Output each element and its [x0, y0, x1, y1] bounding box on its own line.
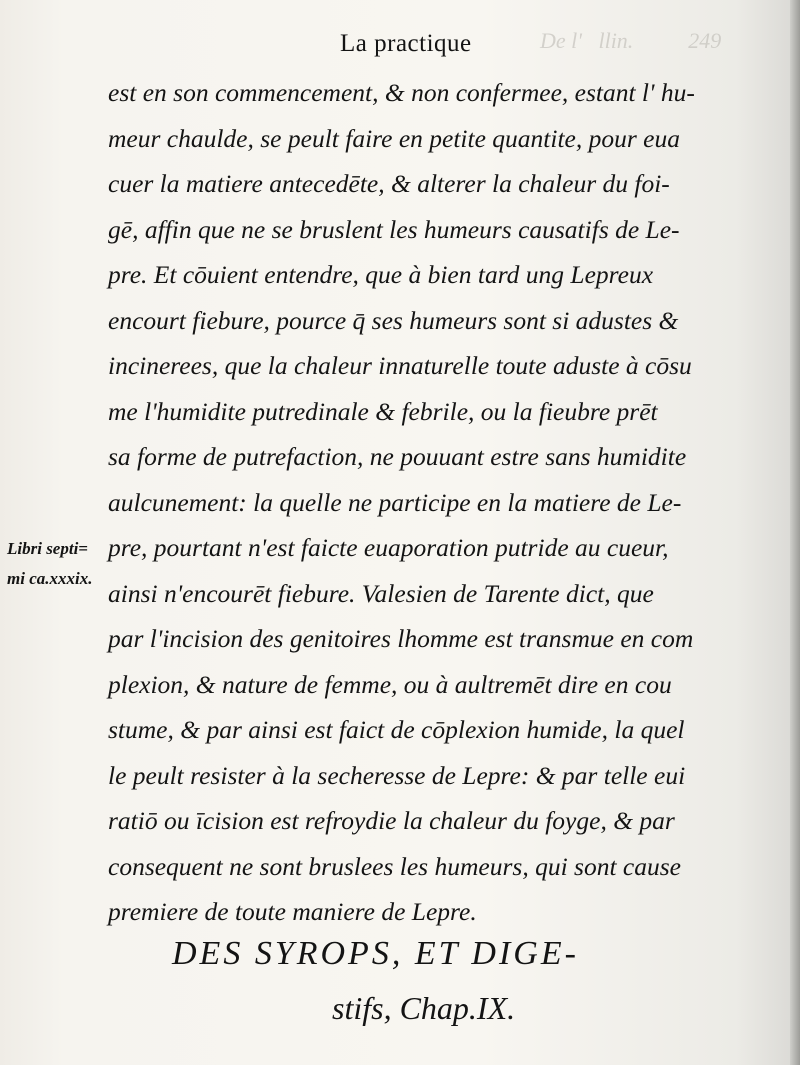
- text-line: incinerees, que la chaleur innaturelle toute aduste à cōsu: [108, 351, 692, 380]
- text-line: me l'humidite putredinale & febrile, ou la fieubre prēt: [108, 396, 658, 426]
- text-line: le peult resister à la secheresse de Lepre: & par telle eui: [108, 760, 686, 790]
- text-line: gē, affin que ne se bruslent les humeurs causatifs de Le-: [108, 214, 680, 244]
- text-line: plexion, & nature de femme, ou à aultremēt dire en cou: [108, 669, 672, 699]
- page-edge: [790, 0, 800, 1065]
- marginal-note-line: Libri septi=: [7, 539, 88, 558]
- text-line: premiere de toute maniere de Lepre.: [108, 897, 477, 926]
- text-line: consequent ne sont bruslees les humeurs, qui sont cause: [108, 851, 681, 881]
- running-head: La practique: [340, 30, 472, 57]
- text-line: ratiō ou īcision est refroydie la chaleur du foyge, & par: [108, 806, 675, 835]
- marginal-note-line: mi ca.xxxix.: [7, 569, 93, 588]
- text-line: aulcunement: la quelle ne participe en la matiere de Le-: [108, 487, 682, 517]
- body-text: [108, 70, 768, 935]
- text-line: stume, & par ainsi est faict de cōplexion humide, la quel: [108, 715, 685, 744]
- text-line: encourt fiebure, pource q̄ ses humeurs sont si adustes &: [108, 305, 679, 335]
- chapter-heading: DES SYROPS, ET DIGE-: [172, 935, 579, 972]
- text-line: cuer la matiere antecedēte, & alterer la chaleur du foi-: [108, 169, 670, 198]
- bleed-through-text: De l' llin. 249: [540, 28, 722, 53]
- marginal-note: [7, 534, 92, 594]
- text-line: ainsi n'encourēt fiebure. Valesien de Tarente dict, que: [108, 578, 654, 608]
- text-line: sa forme de putrefaction, ne pouuant estre sans humidite: [108, 442, 687, 471]
- chapter-heading-continuation: stifs, Chap.IX.: [332, 990, 516, 1026]
- text-line: est en son commencement, & non confermee, estant l' hu-: [108, 78, 695, 107]
- text-line: pre, pourtant n'est faicte euaporation putride au cueur,: [108, 533, 669, 562]
- text-line: pre. Et cōuient entendre, que à bien tard ung Lepreux: [108, 260, 654, 289]
- text-line: par l'incision des genitoires lhomme est transmue en com: [108, 624, 694, 653]
- text-line: meur chaulde, se peult faire en petite quantite, pour eua: [108, 123, 680, 153]
